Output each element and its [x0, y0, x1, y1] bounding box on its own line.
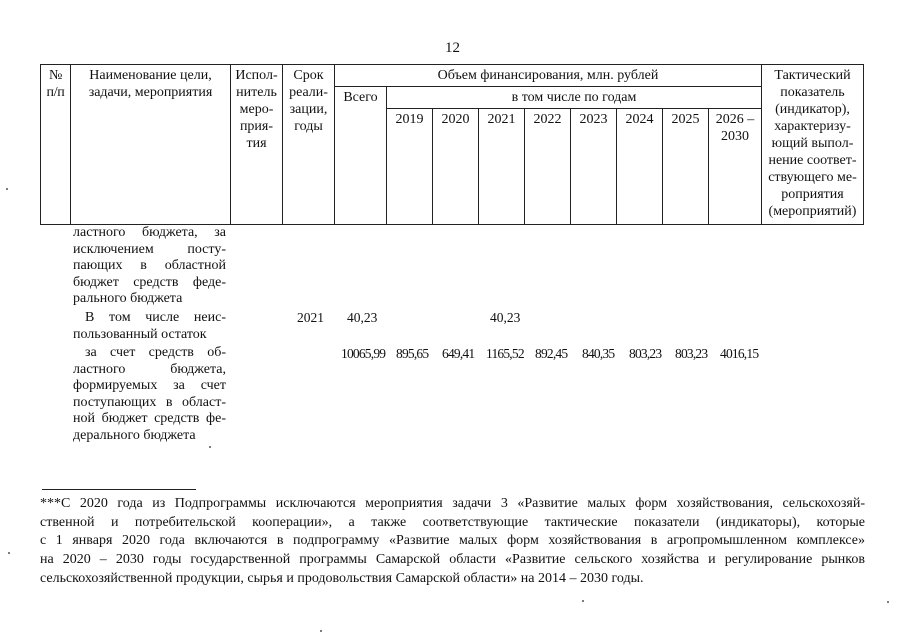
footnote-line: с 1 января 2020 года включаются в подпрограмму «Развитие малых форм хозяйствования в агропромышленном комплексе»: [40, 533, 865, 549]
footnote-line: ственной и потребительской кооперации», а также соответствующие тактические показатели (индикаторы), которые: [40, 514, 865, 530]
header-financing: Объем финансирования, млн. рублей: [335, 65, 762, 87]
scan-speck: [209, 446, 211, 448]
page-number: 12: [445, 40, 460, 56]
header-executor: Исполнитель мероприятия: [231, 65, 283, 225]
desc-line: ластного бюджета,: [73, 361, 226, 377]
row-description: [73, 310, 226, 343]
header-number: № п/п: [41, 65, 71, 225]
row-value-2021: 40,23: [490, 310, 521, 325]
desc-line: В том числе неис-: [85, 310, 226, 325]
header-year: 2019: [387, 109, 433, 225]
footnote-line: сельскохозяйственной продукции, сырья и продовольствия Самарской области» на 2014 – 2030 годы.: [40, 570, 644, 586]
header-year: 2021: [479, 109, 525, 225]
row-value: 4016,15: [720, 346, 759, 361]
scan-speck: [582, 600, 584, 602]
header-year: 2026 – 2030: [709, 109, 762, 225]
desc-line: дерального бюджета: [73, 427, 196, 443]
row-description: [73, 225, 226, 308]
row-term: 2021: [297, 310, 324, 325]
header-name: Наименование цели, задачи, мероприятия: [71, 65, 231, 225]
desc-line: рального бюджета: [73, 291, 183, 306]
row-value: 895,65: [396, 346, 429, 361]
header-year: 2023: [571, 109, 617, 225]
scan-speck: [8, 552, 10, 554]
header-tactical: Тактический показатель (индикатор), характеризующий выполнение соответствующего мероприятия (мероприятий): [762, 65, 864, 225]
table-header: [40, 64, 864, 225]
row-value: 892,45: [535, 346, 568, 361]
desc-line: за счет средств об-: [85, 345, 226, 360]
footnote-line: ***С 2020 года из Подпрограммы исключаются мероприятия задачи 3 «Развитие малых форм хозяйствования, сельскохозяй-: [40, 496, 865, 511]
scan-speck: [887, 601, 889, 603]
row-total: 40,23: [347, 310, 378, 325]
scan-speck: [6, 188, 8, 190]
desc-line: ной бюджет средств фе-: [73, 411, 226, 426]
row-value: 1165,52: [486, 346, 524, 361]
row-description: [73, 345, 226, 444]
row-value: 649,41: [442, 346, 475, 361]
desc-line: пользованный остаток: [73, 326, 207, 342]
scan-speck: [320, 630, 322, 632]
header-by-years: в том числе по годам: [387, 87, 762, 109]
desc-line: ластного бюджета, за: [73, 225, 226, 240]
footnote: [40, 495, 865, 589]
header-year: 2025: [663, 109, 709, 225]
desc-line: исключением посту-: [73, 241, 226, 257]
desc-line: формируемых за счет: [73, 378, 226, 393]
header-year: 2022: [525, 109, 571, 225]
desc-line: бюджет средств феде-: [73, 274, 226, 290]
row-value: 803,23: [629, 346, 662, 361]
footnote-line: на 2020 – 2030 годы государственной программы Самарской области «Развитие сельского хозяйства и регулирование рынков: [40, 552, 865, 568]
footnote-separator: [42, 489, 196, 490]
row-value: 840,35: [582, 346, 615, 361]
row-total: 10065,99: [341, 346, 386, 361]
desc-line: пающих в областной: [73, 258, 226, 273]
desc-line: поступающих в област-: [73, 394, 226, 410]
header-year: 2020: [433, 109, 479, 225]
header-total: Всего: [335, 87, 387, 225]
header-year: 2024: [617, 109, 663, 225]
header-term: Срок реализации, годы: [283, 65, 335, 225]
row-value: 803,23: [675, 346, 708, 361]
